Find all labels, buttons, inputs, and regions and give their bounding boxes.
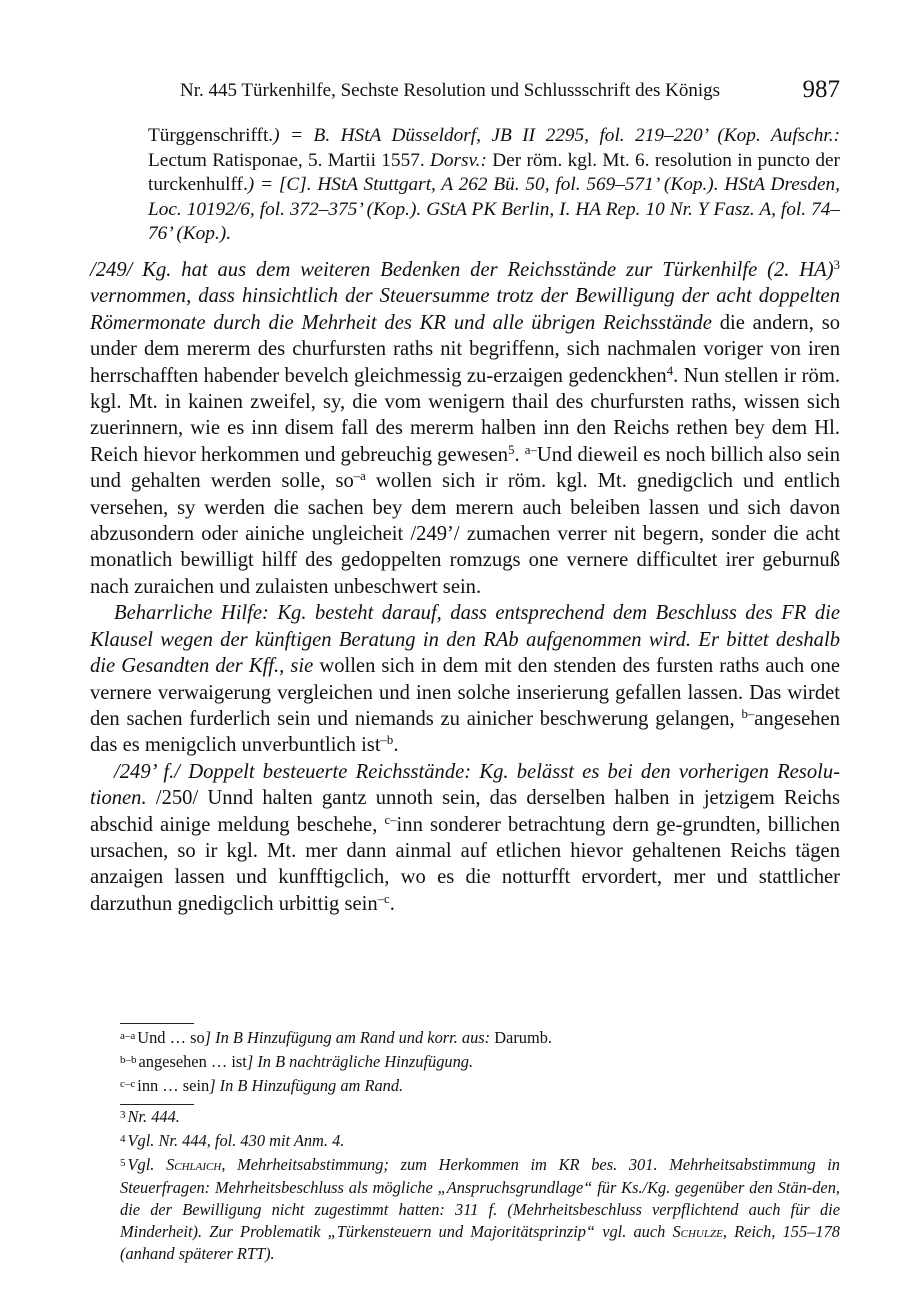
variant-note (120, 1025, 840, 1049)
note-reference: a– (524, 442, 537, 457)
text-run: . (389, 892, 395, 915)
author-name: Schulze (672, 1222, 723, 1242)
variant-note (120, 1073, 840, 1097)
page-number: 987 (802, 76, 840, 103)
editorial-text: Dorsv.: (429, 149, 487, 171)
source-references (148, 124, 840, 247)
footnote (120, 1104, 840, 1128)
text-run: Und … so (137, 1028, 205, 1047)
text-run: . (514, 443, 525, 466)
paragraph (90, 600, 840, 758)
editorial-text: ] In B Hinzufügung am Rand. (209, 1076, 404, 1096)
footnote-mark: 5 (120, 1157, 126, 1170)
footnote-mark: 4 (120, 1133, 126, 1146)
note-reference: 3 (833, 257, 840, 272)
paragraph (90, 759, 840, 917)
text-run: Der röm. kgl. Mt. 6. resolution in puncto der turckenhulff. (148, 149, 840, 195)
editorial-text: /249’ f./ Doppelt besteuerte Reichsstände: Kg. belässt es bei den vorherigen Resolu-tionen. (90, 760, 840, 810)
text-run: Darumb. (490, 1028, 553, 1047)
running-head-title: Nr. 445 Türkenhilfe, Sechste Resolution und Schlussschrift des Königs (180, 80, 721, 101)
text-run: Lectum Ratisponae, 5. Martii 1557. (148, 149, 430, 171)
variant-note-mark: b–b (120, 1054, 137, 1067)
footnote (120, 1152, 840, 1265)
note-reference: 5 (508, 442, 515, 457)
variant-note (120, 1049, 840, 1073)
variant-notes-rule (120, 1023, 194, 1024)
footnote (120, 1128, 840, 1152)
editorial-text: ] In B nachträgliche Hinzufügung. (246, 1052, 474, 1072)
editorial-text: ] In B Hinzufügung am Rand und korr. aus: (204, 1028, 491, 1047)
text-run: Und dieweil es noch billich also sein und gehalten werden solle, so (90, 443, 841, 493)
editorial-text: , Mehrheitsabstimmung; zum Herkommen im KR bes. 301. Mehrheitsabstimmung in Steuerfragen: Mehrheitsbeschluss als mögliche „Anspruchsgrundlage“ für Ks./Kg. gegenüber den Stän-den, die der Bewilligung nicht zugestimmt hatten: 311 f. (Mehrheitsbeschluss verpflichtend auch für die Minderheit). Zur Problematik „Türkensteuern und Majoritätsprinzip“ vgl. auch (120, 1155, 840, 1242)
footnotes (120, 1104, 840, 1265)
text-run: wollen sich ir röm. kgl. Mt. gnedigclich und entlich versehen, sy werden die sachen bey dem merern auch beleiben lassen und sich davon abzusondern oder ainiche ungleicheit /249’/ zumachen verrer nit begern, sonder die acht monatlich bewilligt hilff des gedoppelten romzugs one vernere difficultet irer geburnuß nach zuraichen und zulaisten unbeschwert sein. (90, 470, 840, 598)
text-run: angesehen das es menigclich unverbuntlich ist (90, 707, 840, 757)
running-head (180, 76, 840, 108)
text-run: . Nun stellen ir röm. kgl. Mt. in kainen zweifel, sy, die vom wenigern thail des churfursten raths, wissen sich zuerinnern, wie es inn disem fall des mererm halben inn den Reichs rethen bey dem Hl. Reich hievor herkommen und gebreuchig gewesen (90, 364, 841, 466)
editorial-text: Beharrliche Hilfe: Kg. besteht darauf, dass entsprechend dem Beschluss des FR die Klausel wegen der künftigen Beratung in den RAb aufgenommen wird. Er bittet deshalb die Gesandten der Kff., sie (90, 602, 840, 678)
text-run: wollen sich in dem mit den stenden des fursten raths auch one vernere verwaigerung vergleichen und inen solche inserierung gefallen lassen. Das wirdet den sachen furderlich sein und niemands zu ainicher beschwerung gelangen, (90, 655, 840, 730)
note-reference: –c (377, 891, 390, 906)
note-reference: c– (384, 812, 397, 827)
note-reference: 4 (666, 363, 674, 378)
editorial-text: ) = B. HStA Düsseldorf, JB II 2295, fol. 219–220’ (Kop. Aufschr.: (273, 125, 840, 146)
editorial-text: , Reich, 155–178 (anhand späterer RTT). (120, 1222, 840, 1264)
editorial-text: ) = [C]. HStA Stuttgart, A 262 Bü. 50, fol. 569–571’ (Kop.). HStA Dresden, Loc. 10192/6, fol. 372–375’ (Kop.). GStA PK Berlin, I. HA Rep. 10 Nr. Y Fasz. A, fol. 74–76’ (Kop.). (148, 174, 840, 244)
editorial-text: Vgl. (127, 1155, 167, 1175)
variant-note-mark: c–c (120, 1078, 136, 1091)
editorial-text: Vgl. Nr. 444, fol. 430 mit Anm. 4. (127, 1131, 345, 1151)
text-run: angesehen … ist (138, 1052, 247, 1072)
variant-note-mark: a–a (120, 1030, 136, 1042)
text-run: Türggenschrifft. (148, 125, 274, 146)
note-reference: b– (741, 706, 755, 721)
text-run: die andern, so under dem mererm des churfursten raths nit begriffenn, sich nachmalen voriger von iren herrschafften habender bevelch gleichmessig zu-erzaigen gedenckhen (90, 311, 841, 387)
editorial-text: Nr. 444. (127, 1107, 180, 1126)
author-name: Schlaich (166, 1155, 222, 1175)
text-run: inn sonderer betrachtung dern ge-grundten, billichen ursachen, so ir kgl. Mt. mer dann ainmal auf etlichen hievor gehaltenen Reichs tägen anzaigen lassen und kunfftigclich, wo es die notturfft ervordert, mer und stattlicher darzuthun gnedigclich urbittig sein (90, 813, 840, 915)
editorial-text: vernommen, dass hinsichtlich der Steuersumme trotz der Bewilligung der acht doppelten Römermonate durch die Mehrheit des KR und alle übrigen Reichsstände (90, 285, 840, 334)
text-run: inn … sein (137, 1076, 210, 1096)
paragraph (90, 257, 840, 600)
editorial-text: /249/ Kg. hat aus dem weiteren Bedenken der Reichsstände zur Türkenhilfe (2. HA) (90, 259, 834, 281)
footnote-mark: 3 (120, 1109, 126, 1121)
note-reference: –a (353, 469, 366, 484)
text-run: /250/ Unnd halten gantz unnoth sein, das derselben halben in jetzigem Reichs abschid ainige meldung beschehe, (90, 787, 840, 836)
main-text (90, 257, 840, 917)
variant-notes (120, 1025, 840, 1098)
note-reference: –b (380, 733, 394, 748)
text-run: . (393, 734, 399, 757)
